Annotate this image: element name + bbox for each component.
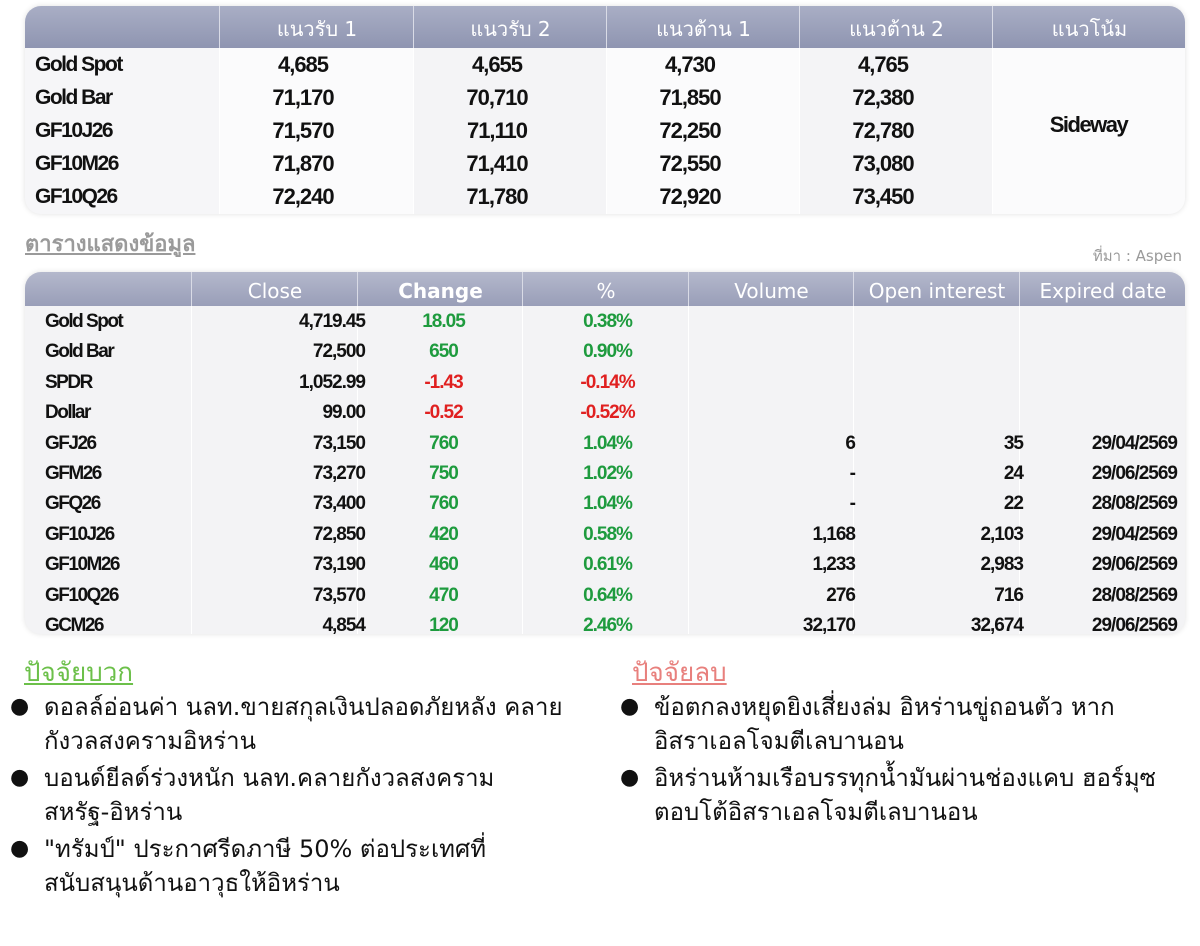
- instrument-name: Gold Spot: [45, 311, 123, 332]
- bullet-icon: ●: [10, 836, 30, 861]
- support-2-value: 71,410: [466, 151, 528, 176]
- resistance-2-value: 4,765: [857, 52, 909, 77]
- expired-date-value: 28/08/2569: [1091, 493, 1177, 515]
- instrument-name: GF10Q26: [35, 185, 117, 208]
- expired-date-value: 29/04/2569: [1091, 523, 1177, 545]
- percent-change-value: -0.14%: [580, 371, 635, 393]
- volume-value: -: [849, 463, 855, 484]
- close-value: 73,150: [312, 432, 365, 454]
- support-2-value: 70,710: [466, 85, 528, 110]
- levels-row: [25, 81, 1185, 114]
- percent-change-value: 0.38%: [583, 311, 632, 332]
- resistance-1-value: 72,550: [659, 151, 721, 176]
- percent-change-value: 0.64%: [583, 584, 632, 606]
- header-open-interest: Open interest: [853, 272, 1020, 306]
- instrument-name: Dollar: [45, 402, 90, 424]
- open-interest-value: 22: [1003, 493, 1023, 515]
- close-value: 73,270: [312, 463, 365, 484]
- market-row: [25, 488, 1185, 518]
- market-row: [25, 367, 1185, 397]
- volume-value: 1,233: [812, 554, 855, 576]
- data-source: ที่มา : Aspen: [1092, 247, 1182, 265]
- support-2-value: 4,655: [471, 52, 523, 77]
- positive-factor-item: [6, 832, 566, 900]
- close-value: 72,500: [312, 341, 365, 363]
- resistance-1-value: 4,730: [664, 52, 716, 77]
- header-close: Close: [191, 272, 358, 306]
- header-change: Change: [357, 272, 523, 306]
- percent-change-value: 0.58%: [583, 523, 632, 545]
- positive-factors-title: ปัจจัยบวก: [24, 658, 134, 688]
- change-value: 18.05: [422, 311, 465, 332]
- bullet-icon: ●: [620, 765, 640, 790]
- header-percent: %: [522, 272, 689, 306]
- open-interest-value: 2,103: [980, 523, 1023, 545]
- market-row: [25, 458, 1185, 488]
- market-header: [25, 272, 1185, 306]
- positive-factors-list: [6, 690, 566, 903]
- support-1-value: 4,685: [277, 52, 329, 77]
- volume-value: [690, 336, 855, 366]
- levels-row: [25, 147, 1185, 180]
- negative-factors-title: ปัจจัยลบ: [632, 658, 727, 688]
- expired-date-value: [1027, 336, 1177, 366]
- market-row: [25, 397, 1185, 427]
- volume-value: -: [849, 493, 855, 515]
- expired-date-value: [1027, 397, 1177, 427]
- header-trend: แนวโน้ม: [992, 6, 1185, 48]
- instrument-name: SPDR: [45, 371, 92, 393]
- volume-value: 32,170: [802, 615, 855, 634]
- close-value: 4,719.45: [299, 311, 365, 332]
- bullet-icon: ●: [10, 694, 30, 719]
- volume-value: 276: [826, 584, 855, 606]
- change-value: 470: [429, 584, 458, 606]
- negative-factor-item: [616, 690, 1176, 758]
- expired-date-value: 28/08/2569: [1091, 584, 1177, 606]
- market-row: [25, 580, 1185, 610]
- factor-text: ดอลล์อ่อนค่า นลท.ขายสกุลเงินปลอดภัยหลัง คลายกังวลสงครามอิหร่าน: [44, 693, 563, 755]
- volume-value: [690, 397, 855, 427]
- levels-table: [25, 6, 1185, 214]
- open-interest-value: 35: [1003, 432, 1023, 454]
- positive-factor-item: [6, 761, 566, 829]
- negative-factor-item: [616, 761, 1176, 829]
- market-row: [25, 519, 1185, 549]
- close-value: 99.00: [322, 402, 365, 424]
- factor-text: "ทรัมป์" ประกาศรีดภาษี 50% ต่อประเทศที่ สนับสนุนด้านอาวุธให้อิหร่าน: [44, 835, 487, 897]
- change-value: 460: [429, 554, 458, 576]
- volume-value: [690, 306, 855, 336]
- close-value: 4,854: [322, 615, 365, 634]
- percent-change-value: 1.02%: [583, 463, 632, 484]
- change-value: 120: [429, 615, 458, 634]
- instrument-name: GF10M26: [45, 554, 119, 576]
- open-interest-value: [855, 367, 1023, 397]
- support-1-value: 72,240: [272, 184, 334, 209]
- open-interest-value: [855, 306, 1023, 336]
- market-row: [25, 428, 1185, 458]
- instrument-name: GFQ26: [45, 493, 100, 515]
- header-volume: Volume: [688, 272, 854, 306]
- change-value: 760: [429, 493, 458, 515]
- close-value: 73,570: [312, 584, 365, 606]
- resistance-2-value: 72,380: [852, 85, 914, 110]
- instrument-name: GF10Q26: [45, 584, 118, 606]
- instrument-name: GFM26: [45, 463, 101, 484]
- expired-date-value: 29/04/2569: [1091, 432, 1177, 454]
- change-value: -0.52: [424, 402, 463, 424]
- open-interest-value: 24: [1003, 463, 1023, 484]
- change-value: 420: [429, 523, 458, 545]
- expired-date-value: [1027, 367, 1177, 397]
- expired-date-value: 29/06/2569: [1091, 615, 1177, 634]
- instrument-name: Gold Spot: [35, 53, 122, 76]
- expired-date-value: [1027, 306, 1177, 336]
- percent-change-value: 1.04%: [583, 432, 632, 454]
- positive-factor-item: [6, 690, 566, 758]
- close-value: 73,190: [312, 554, 365, 576]
- levels-body: [25, 48, 1185, 214]
- header-resistance-2: แนวต้าน 2: [799, 6, 993, 48]
- factor-text: ข้อตกลงหยุดยิงเสี่ยงล่ม อิหร่านขู่ถอนตัว หากอิสราเอลโจมตีเลบานอน: [654, 693, 1115, 755]
- resistance-1-value: 71,850: [659, 85, 721, 110]
- resistance-1-value: 72,250: [659, 118, 721, 143]
- resistance-2-value: 73,450: [852, 184, 914, 209]
- levels-header: [25, 6, 1185, 48]
- instrument-name: GF10J26: [45, 523, 114, 545]
- factor-text: บอนด์ยีลด์ร่วงหนัก นลท.คลายกังวลสงคราม สหรัฐ-อิหร่าน: [44, 764, 495, 826]
- change-value: 650: [429, 341, 458, 363]
- open-interest-value: [855, 336, 1023, 366]
- header-support-2: แนวรับ 2: [413, 6, 607, 48]
- resistance-2-value: 73,080: [852, 151, 914, 176]
- close-value: 72,850: [312, 523, 365, 545]
- bullet-icon: ●: [620, 694, 640, 719]
- close-value: 1,052.99: [299, 371, 365, 393]
- change-value: 760: [429, 432, 458, 454]
- market-row: [25, 549, 1185, 579]
- table-caption: ตารางแสดงข้อมูล: [25, 232, 196, 257]
- open-interest-value: [855, 397, 1023, 427]
- factor-text: อิหร่านห้ามเรือบรรทุกน้ำมันผ่านช่องแคบ ฮอร์มุซ ตอบโต้อิสราเอลโจมตีเลบานอน: [654, 764, 1156, 826]
- support-1-value: 71,870: [272, 151, 334, 176]
- volume-value: 6: [845, 432, 855, 454]
- resistance-1-value: 72,920: [659, 184, 721, 209]
- percent-change-value: -0.52%: [580, 402, 635, 424]
- volume-value: 1,168: [812, 523, 855, 545]
- instrument-name: Gold Bar: [45, 341, 114, 363]
- bullet-icon: ●: [10, 765, 30, 790]
- open-interest-value: 2,983: [980, 554, 1023, 576]
- percent-change-value: 0.90%: [583, 341, 632, 363]
- negative-factors-list: [616, 690, 1176, 832]
- open-interest-value: 716: [994, 584, 1023, 606]
- open-interest-value: 32,674: [970, 615, 1023, 634]
- volume-value: [690, 367, 855, 397]
- header-resistance-1: แนวต้าน 1: [606, 6, 800, 48]
- percent-change-value: 0.61%: [583, 554, 632, 576]
- percent-change-value: 1.04%: [583, 493, 632, 515]
- expired-date-value: 29/06/2569: [1091, 463, 1177, 484]
- instrument-name: GF10M26: [35, 152, 118, 175]
- market-row: [25, 306, 1185, 336]
- instrument-name: GCM26: [45, 615, 103, 634]
- close-value: 73,400: [312, 493, 365, 515]
- market-table: [25, 272, 1185, 634]
- levels-row: [25, 48, 1185, 81]
- header-expired-date: Expired date: [1019, 272, 1185, 306]
- trend-value: Sideway: [1049, 112, 1128, 137]
- resistance-2-value: 72,780: [852, 118, 914, 143]
- instrument-name: Gold Bar: [35, 86, 112, 109]
- support-2-value: 71,110: [466, 118, 528, 143]
- market-row: [25, 610, 1185, 634]
- header-support-1: แนวรับ 1: [219, 6, 414, 48]
- support-1-value: 71,170: [272, 85, 334, 110]
- change-value: 750: [429, 463, 458, 484]
- support-1-value: 71,570: [272, 118, 334, 143]
- market-row: [25, 336, 1185, 366]
- change-value: -1.43: [424, 371, 463, 393]
- percent-change-value: 2.46%: [583, 615, 632, 634]
- support-2-value: 71,780: [466, 184, 528, 209]
- instrument-name: GF10J26: [35, 119, 113, 142]
- instrument-name: GFJ26: [45, 432, 96, 454]
- levels-row: [25, 180, 1185, 213]
- expired-date-value: 29/06/2569: [1091, 554, 1177, 576]
